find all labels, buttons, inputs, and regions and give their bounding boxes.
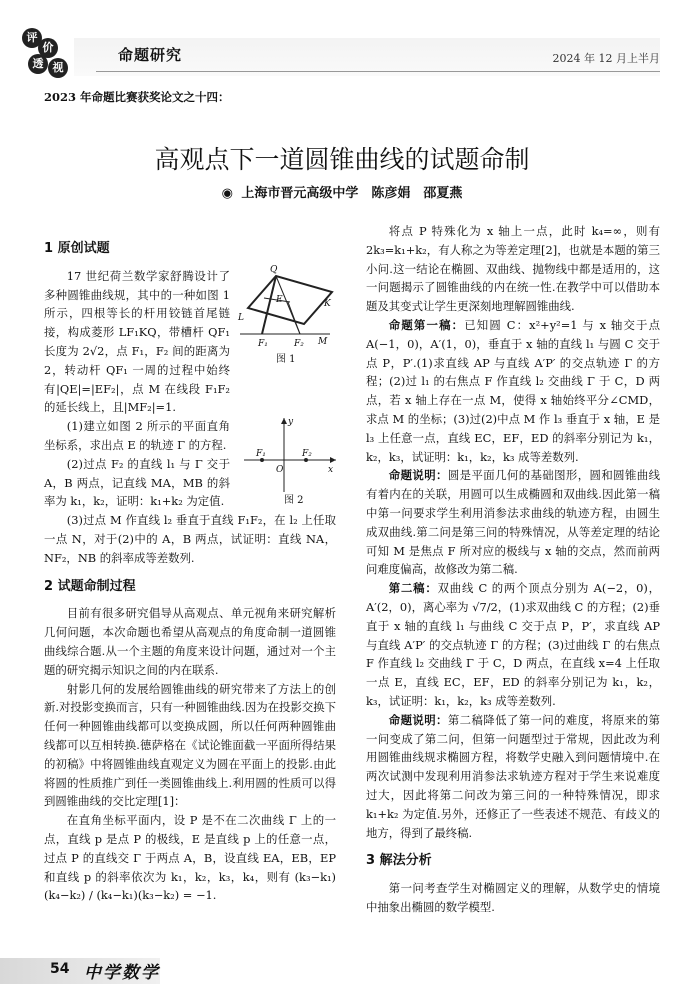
fig2-label: F₂: [302, 449, 312, 459]
paragraph: 目前有很多研究倡导从高观点、单元视角来研究解析几何问题，本次命题也希望从高观点的角度命制一道圆锥曲线综合题.从一个主题的角度来设计问题，通过对一个主题的研究揭示知识之间的内在联系.: [44, 606, 336, 677]
right-column: [366, 222, 660, 917]
fig1-label: Q: [270, 265, 278, 275]
fig1-label: E: [276, 295, 283, 305]
draft-text: 双曲线 C 的两个顶点分别为 A(−2，0)，A′(2，0)，离心率为 √7/2，(1)求双曲线 C 的方程；(2)垂直于 x 轴的直线 l₁ 与曲线 C 交于点 P，P′，求直线 AP 与直线 A′P′ 的交点轨迹 Γ 的方程；(3)过曲线 Γ 的右焦点 F 作直线 l₂ 交曲线 Γ 于 C，D 两点，在直线 x=4 上任取一点 E，直线 EC，EF，ED 的斜率分别记为 k₁，k₂，k₃，试证明：k₁，k₂，k₃ 成等差数列.: [366, 581, 660, 708]
fig2-label: x: [328, 465, 334, 475]
paragraph: 射影几何的发展给圆锥曲线的研究带来了方法上的创新.对投影变换而言，只有一种圆锥曲线.因为在投影交换下任何一种圆锥曲线都可以变换成圆，所以任何两种圆锥曲线都可以互相转换.德萨格在《试论锥面截一平面所得结果的初稿》中将圆锥曲线直观定义为圆在平面上的投影.由此将圆的性质推广到任一类圆锥曲线上.利用圆的性质可以得到圆锥曲线的交比定理[1]：: [44, 681, 337, 809]
paragraph: [366, 711, 660, 843]
paragraph: 第一问考查学生对椭圆定义的理解，从数学史的情境中抽象出椭圆的数学模型.: [366, 881, 660, 914]
fig1-label: F₁: [258, 339, 268, 349]
paragraph: [366, 316, 660, 466]
article-title: 高观点下一道圆锥曲线的试题命制: [154, 145, 530, 174]
award-line: 2023 年命题比赛获奖论文之十四：: [44, 90, 230, 104]
fig1-label: M: [318, 337, 328, 347]
paragraph: 将点 P 特殊化为 x 轴上一点，此时 k₄=∞，则有 2k₃=k₁+k₂，有人称之为等差定理[2]，也就是本题的第三小问.这一结论在椭圆、双曲线、抛物线中都是适用的，这一问题揭示了圆锥曲线的内在统一性.在教学中可以借助本题及其变式让学生更深刻地理解圆锥曲线.: [366, 224, 660, 314]
note-text: 第二稿降低了第一问的难度，将原来的第一问变成了第二问，但第一问题型过于常规，因此改为利用圆锥曲线规求椭圆方程，将数学史融入到问题情境中.在两次试测中发现利用消参法求轨迹方程对于学生来说难度过大，因此将第二问改为第三问的一种特殊情况，即求 k₁+k₂ 为定值.另外，还修正了一些表述不规范、有歧义的地方，得到了最终稿.: [366, 712, 660, 840]
note-label: 命题说明：: [388, 468, 448, 483]
draft-label: 命题第一稿：: [388, 317, 465, 332]
column-title: 命题研究: [118, 46, 183, 64]
paragraph: (1)建立如图 2 所示的平面直角坐标系，求出点 E 的轨迹 Γ 的方程.: [44, 419, 230, 452]
badge-char: 视: [48, 58, 68, 78]
figure-2-caption: 图 2: [284, 495, 304, 506]
badge-char: 透: [28, 54, 48, 74]
draft-text: 已知圆 C：x²+y²=1 与 x 轴交于点 A(−1，0)，A′(1，0)，垂直于 x 轴的直线 l₁ 与圆 C 交于点 P，P′.(1)求直线 AP 与直线 A′P′ 的交点轨迹 Γ 的方程；(2)过 l₁ 的右焦点 F 作直线 l₂ 交曲线 Γ 于 C，D 两点，若 x 轴上存在一点 M，使得 x 轴始终平分∠CMD，求点 M 的坐标；(3)过(2)中点 M 作 l₃ 垂直于 x 轴，E 是 l₃ 上任意一点，直线 EC，EF，ED 的斜率分别记为 k₁，k₂，k₃，试证明：k₁，k₂，k₃ 成等差数列.: [366, 317, 660, 464]
left-column: [44, 234, 336, 905]
paragraph: 在直角坐标平面内，设 P 是不在二次曲线 Γ 上的一点，直线 p 是点 P 的极线，E 是直线 p 上的任意一点，过点 P 的直线交 Γ 于两点 A，B，设直线 EA，EB，EP 和直线 p 的斜率依次为 k₁，k₂，k₃，k₄，则有 (k₃−k₁)(k₄−k₂) / (k₄−k₁)(k₃−k₂) = −1.: [44, 813, 336, 903]
fig1-label: L: [238, 313, 244, 323]
journal-logo: 中学数学: [84, 963, 160, 983]
page-number: 54: [50, 961, 70, 977]
section-2-heading: 2 试题命制过程: [44, 578, 136, 594]
badge-char: 价: [38, 38, 58, 58]
header-divider: [96, 71, 660, 72]
section-3-heading: 3 解法分析: [366, 853, 432, 869]
note-text: 圆是平面几何的基础图形，圆和圆锥曲线有着内在的关联，用圆可以生成椭圆和双曲线.因此第一稿中第一问要求学生利用消参法求曲线的轨迹方程，由圆生成双曲线.第二问是第三问的特殊情况，从等差定理的结论可知 M 是焦点 F 所对应的极线与 x 轴的交点，然而前两问难度偏高，故修改为第二稿.: [366, 468, 660, 577]
paragraph: 17 世纪荷兰数学家舒腾设计了多种圆锥曲线规，其中的一种如图 1 所示，四根等长的杆用铰链首尾链接，构成菱形 LF₁KQ，带槽杆 QF₁ 长度为 2√2，点 F₁，F₂ 间的距离为 2，转动杆 QF₁ 一周的过程中始终有|QE|=|EF₂|，点 M 在线段 F₁F₂ 的延长线上，且|MF₂|=1.: [44, 268, 230, 415]
paragraph: [366, 466, 660, 579]
fig1-label: F₂: [294, 339, 304, 349]
authors: ◉ 上海市晋元高级中学 陈彦娟 邵夏燕: [221, 186, 463, 201]
paragraph: (2)过点 F₂ 的直线 l₁ 与 Γ 交于 A，B 两点，记直线 MA，MB 的斜率为 k₁，k₂，证明：k₁+k₂ 为定值.: [44, 456, 230, 509]
note-label: 命题说明：: [388, 712, 448, 727]
paragraph: (3)过点 M 作直线 l₂ 垂直于直线 F₁F₂，在 l₂ 上任取一点 N，对于(2)中的 A，B 两点，试证明：直线 NA，NF₂，NB 的斜率成等差数列.: [44, 513, 336, 565]
badge-char: 评: [22, 28, 42, 48]
paragraph: [366, 579, 660, 711]
section-1-heading: 1 原创试题: [44, 241, 110, 256]
fig1-label: K: [324, 299, 331, 309]
fig2-label: F₁: [256, 449, 266, 459]
fig2-label: y: [288, 417, 294, 427]
issue-date: 2024 年 12 月上半月: [552, 52, 660, 65]
fig2-label: O: [276, 465, 284, 475]
column-badge: [22, 28, 70, 76]
figure-1-caption: 图 1: [276, 354, 296, 365]
draft-label: 第二稿：: [388, 581, 438, 596]
